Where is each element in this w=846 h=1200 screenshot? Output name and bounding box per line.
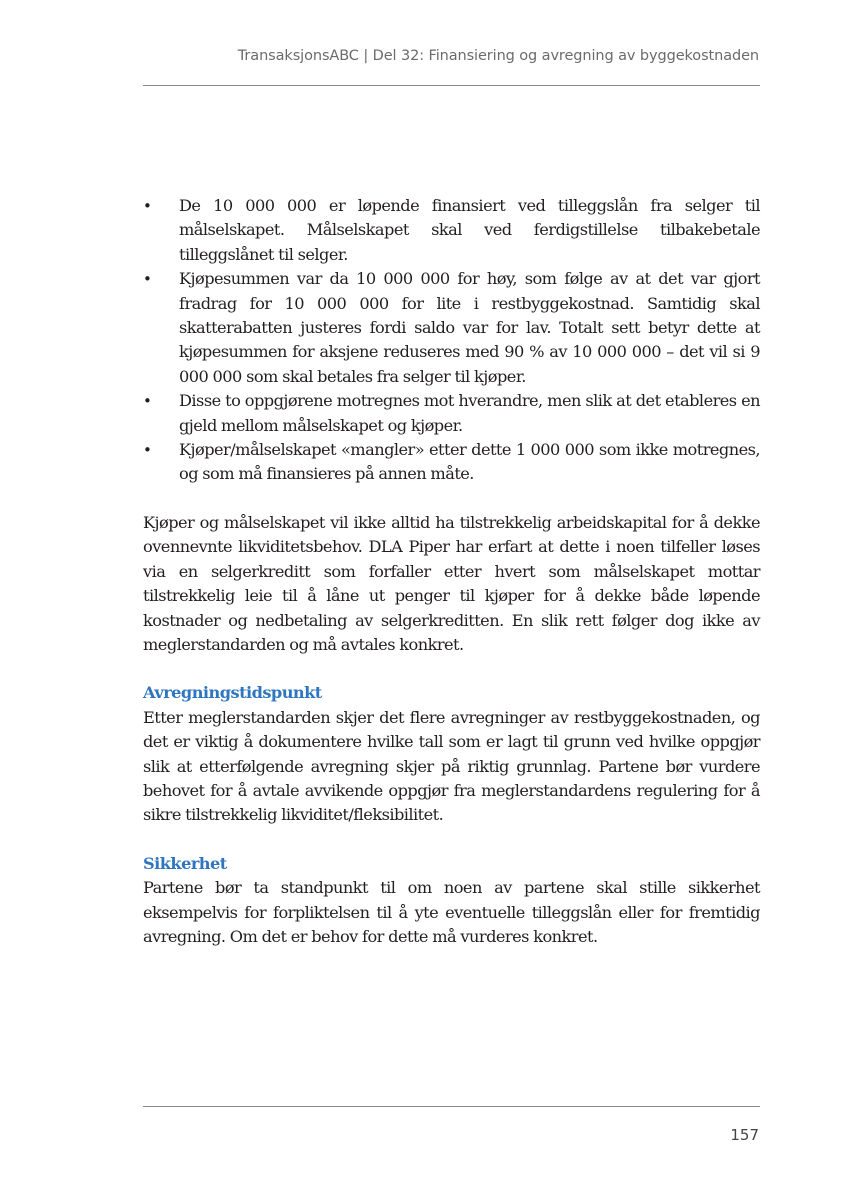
security-paragraph: Partene bør ta standpunkt til om noen av partene skal stille sikkerhet eksempelvis for forpliktelsen til å yte eventuelle tilleggslån eller for fremtidig avregning. Om det er behov for dette må vurderes konkret. (143, 878, 760, 946)
list-item (143, 389, 760, 438)
liquidity-paragraph: Kjøper og målselskapet vil ikke alltid ha tilstrekkelig arbeidskapital for å dekke ovennevnte likviditetsbehov. DLA Piper har erfart at dette i noen tilfeller løses via en selgerkreditt som forfaller etter hvert som målselskapet mottar tilstrekkelig leie til å låne ut penger til kjøper for å dekke både løpende kostnader og nedbetaling av selgerkreditten. En slik rett følger dog ikke av meglerstandarden og må avtales konkret. (143, 512, 760, 654)
list-item-text: Kjøper/målselskapet «mangler» etter dette 1 000 000 som ikke motregnes, og som må finansieres på annen måte. (179, 440, 760, 484)
bullet-icon: • (143, 270, 152, 289)
running-header: TransaksjonsABC | Del 32: Finansiering og avregning av byggekostnaden (237, 48, 759, 64)
bullet-icon: • (143, 197, 152, 215)
section-heading-security: Sikkerhet (143, 853, 227, 873)
bullet-list (143, 194, 760, 487)
list-item-text: De 10 000 000 er løpende finansiert ved tilleggslån fra selger til målselskapet. Målselskapet skal ved ferdigstillelse tilbakebetale tilleggslånet til selger. (179, 196, 760, 264)
footer-rule (143, 1106, 760, 1107)
bullet-icon: • (143, 392, 152, 411)
bullet-icon: • (143, 441, 152, 460)
page-number: 157 (730, 1126, 759, 1144)
list-item (143, 267, 760, 389)
list-item (143, 194, 760, 267)
page-body (143, 194, 760, 949)
header-rule (143, 85, 760, 86)
list-item (143, 438, 760, 487)
list-item-text: Disse to oppgjørene motregnes mot hverandre, men slik at det etableres en gjeld mellom målselskapet og kjøper. (179, 391, 760, 435)
section-heading-timing: Avregningstidspunkt (143, 683, 322, 703)
list-item-text: Kjøpesummen var da 10 000 000 for høy, som følge av at det var gjort fradrag for 10 000 000 for lite i restbyggekostnad. Samtidig skal skatterabatten justeres fordi saldo var for lav. Totalt sett betyr dette at kjøpesummen for aksjene reduseres med 90 % av 10 000 000 – det vil si 9 000 000 som skal betales fra selger til kjøper. (179, 269, 760, 386)
timing-paragraph: Etter meglerstandarden skjer det flere avregninger av restbyggekostnaden, og det er viktig å dokumentere hvilke tall som er lagt til grunn ved hvilke oppgjør slik at etterfølgende avregning skjer på riktig grunnlag. Partene bør vurdere behovet for å avtale avvikende oppgjør fra meglerstandardens regulering for å sikre tilstrekkelig likviditet/fleksibilitet. (143, 707, 760, 825)
